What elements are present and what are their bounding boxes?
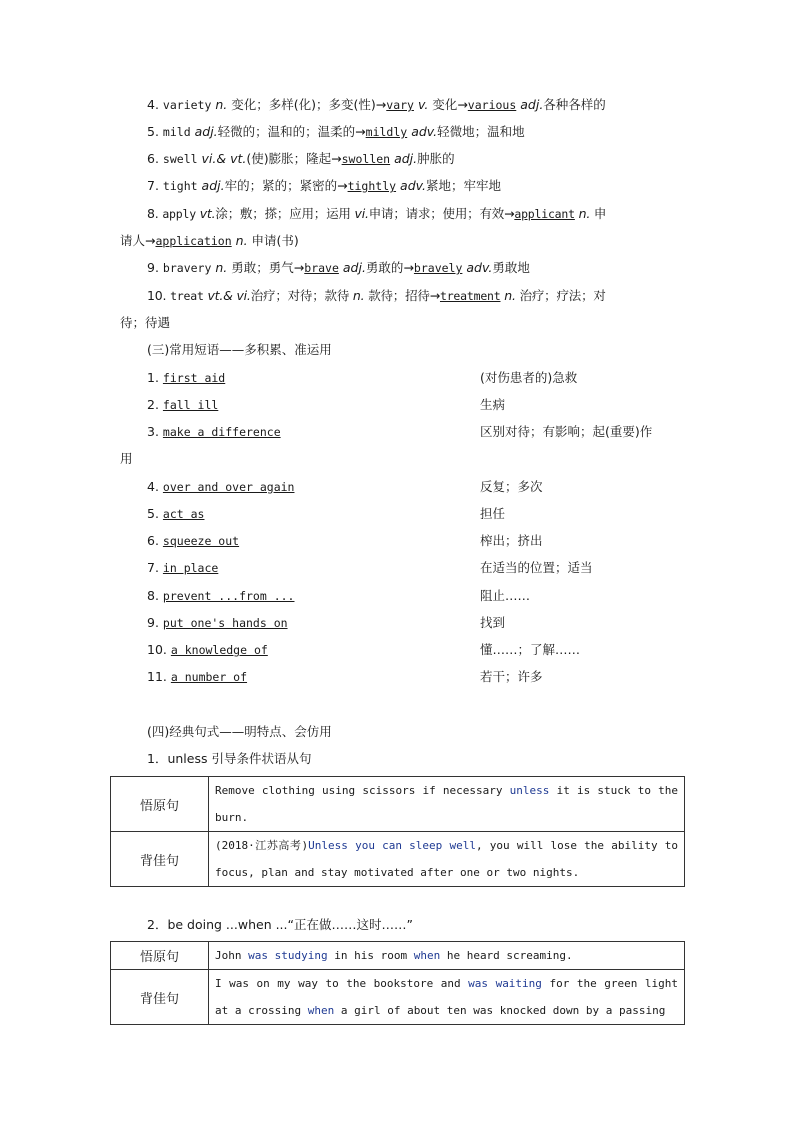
row-label-original: 悟原句	[111, 777, 209, 832]
row-label-model: 背佳句	[111, 832, 209, 887]
pattern1-table	[110, 776, 685, 887]
phrase-en-1: 1. first aid	[147, 370, 226, 385]
model-sentence: I was on my way to the bookstore and was waiting for the green light at a crossing when a girl of about ten was knocked down by a passing	[209, 970, 685, 1025]
pattern1-title: 1．unless 引导条件状语从句	[147, 751, 312, 766]
phrase-cn-11: 若干；许多	[480, 669, 543, 684]
phrase-en-6: 6. squeeze out	[147, 533, 240, 548]
phrase-cn-6: 榨出；挤出	[480, 533, 543, 548]
phrase-en-11: 11. a number of	[147, 669, 248, 684]
model-sentence: (2018·江苏高考)Unless you can sleep well, you will lose the ability to focus, plan and stay motivated after one or two nights.	[209, 832, 685, 887]
phrase-en-2: 2. fall ill	[147, 397, 219, 412]
phrase-cn-10: 懂……；了解……	[480, 642, 581, 657]
phrase-en-4: 4. over and over again	[147, 479, 295, 494]
phrases-heading: (三)常用短语——多积累、准运用	[147, 342, 332, 357]
phrase-cn-3-cont: 用	[120, 451, 133, 466]
phrase-en-3: 3. make a difference	[147, 424, 281, 439]
table-row	[111, 777, 685, 832]
vocab-item-10-cont: 待；待遇	[120, 315, 171, 330]
table-row	[111, 832, 685, 887]
vocab-item-6: 6. swell vi.& vt.(使)膨胀；隆起→swollen adj.肿胀的	[147, 151, 455, 166]
phrase-cn-8: 阻止……	[480, 588, 531, 603]
phrase-en-7: 7. in place	[147, 560, 219, 575]
phrase-cn-4: 反复；多次	[480, 479, 543, 494]
pattern2-title: 2．be doing ...when ...“正在做……这时……”	[147, 917, 413, 932]
phrase-cn-5: 担任	[480, 506, 506, 521]
table-row	[111, 942, 685, 970]
pattern2-table	[110, 941, 685, 1025]
original-sentence: John was studying in his room when he heard screaming.	[209, 942, 685, 970]
original-sentence: Remove clothing using scissors if necessary unless it is stuck to the burn.	[209, 777, 685, 832]
phrase-cn-2: 生病	[480, 397, 506, 412]
vocab-item-9: 9. bravery n. 勇敢；勇气→brave adj.勇敢的→bravely adv.勇敢地	[147, 260, 530, 275]
phrase-en-5: 5. act as	[147, 506, 205, 521]
vocab-item-7: 7. tight adj.牢的；紧的；紧密的→tightly adv.紧地；牢牢地	[147, 178, 501, 193]
vocab-item-8-cont: 请人→application n. 申请(书)	[120, 233, 299, 248]
phrase-cn-1: (对伤患者的)急救	[480, 370, 578, 385]
vocab-item-5: 5. mild adj.轻微的；温和的；温柔的→mildly adv.轻微地；温和地	[147, 124, 525, 139]
row-label-original: 悟原句	[111, 942, 209, 970]
phrase-cn-3: 区别对待；有影响；起(重要)作	[480, 424, 653, 439]
table-row	[111, 970, 685, 1025]
phrase-en-10: 10. a knowledge of	[147, 642, 268, 657]
phrase-en-9: 9. put one's hands on	[147, 615, 288, 630]
phrase-en-8: 8. prevent ...from ...	[147, 588, 295, 603]
vocab-item-8: 8. apply vt.涂；敷；搽；应用；运用 vi.申请；请求；使用；有效→applicant n. 申	[147, 206, 607, 221]
phrase-cn-9: 找到	[480, 615, 506, 630]
row-label-model: 背佳句	[111, 970, 209, 1025]
vocab-item-4: 4. variety n. 变化；多样(化)；多变(性)→vary v. 变化→various adj.各种各样的	[147, 97, 606, 112]
phrase-cn-7: 在适当的位置；适当	[480, 560, 593, 575]
sentences-heading: (四)经典句式——明特点、会仿用	[147, 724, 332, 739]
vocab-item-10: 10. treat vt.& vi.治疗；对待；款待 n. 款待；招待→treatment n. 治疗；疗法；对	[147, 288, 606, 303]
